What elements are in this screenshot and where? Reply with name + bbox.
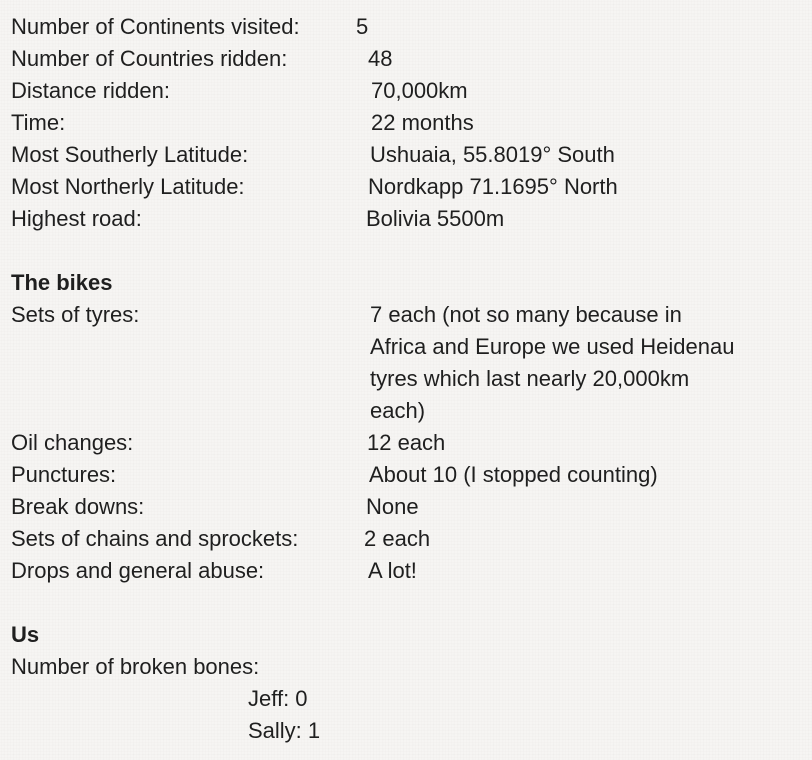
southerly-label: Most Southerly Latitude:: [11, 142, 249, 167]
northerly-label: Most Northerly Latitude:: [11, 174, 245, 199]
sally-bones: Sally: 1: [248, 718, 321, 743]
punctures-value: About 10 (I stopped counting): [369, 462, 658, 487]
tyres-label: Sets of tyres:: [11, 302, 140, 327]
time-label: Time:: [11, 110, 66, 135]
tyres-value-line-2: Africa and Europe we used Heidenau: [370, 334, 735, 359]
distance-value: 70,000km: [371, 78, 468, 103]
tyres-value-line-1: 7 each (not so many because in: [370, 302, 682, 327]
continents-value: 5: [356, 14, 369, 39]
chains-value: 2 each: [364, 526, 431, 551]
time-value: 22 months: [371, 110, 474, 135]
drops-value: A lot!: [368, 558, 417, 583]
oil-changes-value: 12 each: [367, 430, 446, 455]
oil-changes-label: Oil changes:: [11, 430, 134, 455]
highest-road-label: Highest road:: [11, 206, 142, 231]
us-heading: Us: [11, 622, 40, 647]
breakdowns-value: None: [366, 494, 419, 519]
drops-label: Drops and general abuse:: [11, 558, 265, 583]
southerly-value: Ushuaia, 55.8019° South: [370, 142, 615, 167]
jeff-bones: Jeff: 0: [248, 686, 308, 711]
tyres-value-line-3: tyres which last nearly 20,000km: [370, 366, 690, 391]
punctures-label: Punctures:: [11, 462, 117, 487]
countries-label: Number of Countries ridden:: [11, 46, 288, 71]
highest-road-value: Bolivia 5500m: [366, 206, 505, 231]
bikes-heading: The bikes: [11, 270, 113, 295]
breakdowns-label: Break downs:: [11, 494, 145, 519]
broken-bones-label: Number of broken bones:: [11, 654, 260, 679]
northerly-value: Nordkapp 71.1695° North: [368, 174, 618, 199]
chains-label: Sets of chains and sprockets:: [11, 526, 299, 551]
distance-label: Distance ridden:: [11, 78, 170, 103]
countries-value: 48: [368, 46, 393, 71]
tyres-value-line-4: each): [370, 398, 426, 423]
continents-label: Number of Continents visited:: [11, 14, 300, 39]
